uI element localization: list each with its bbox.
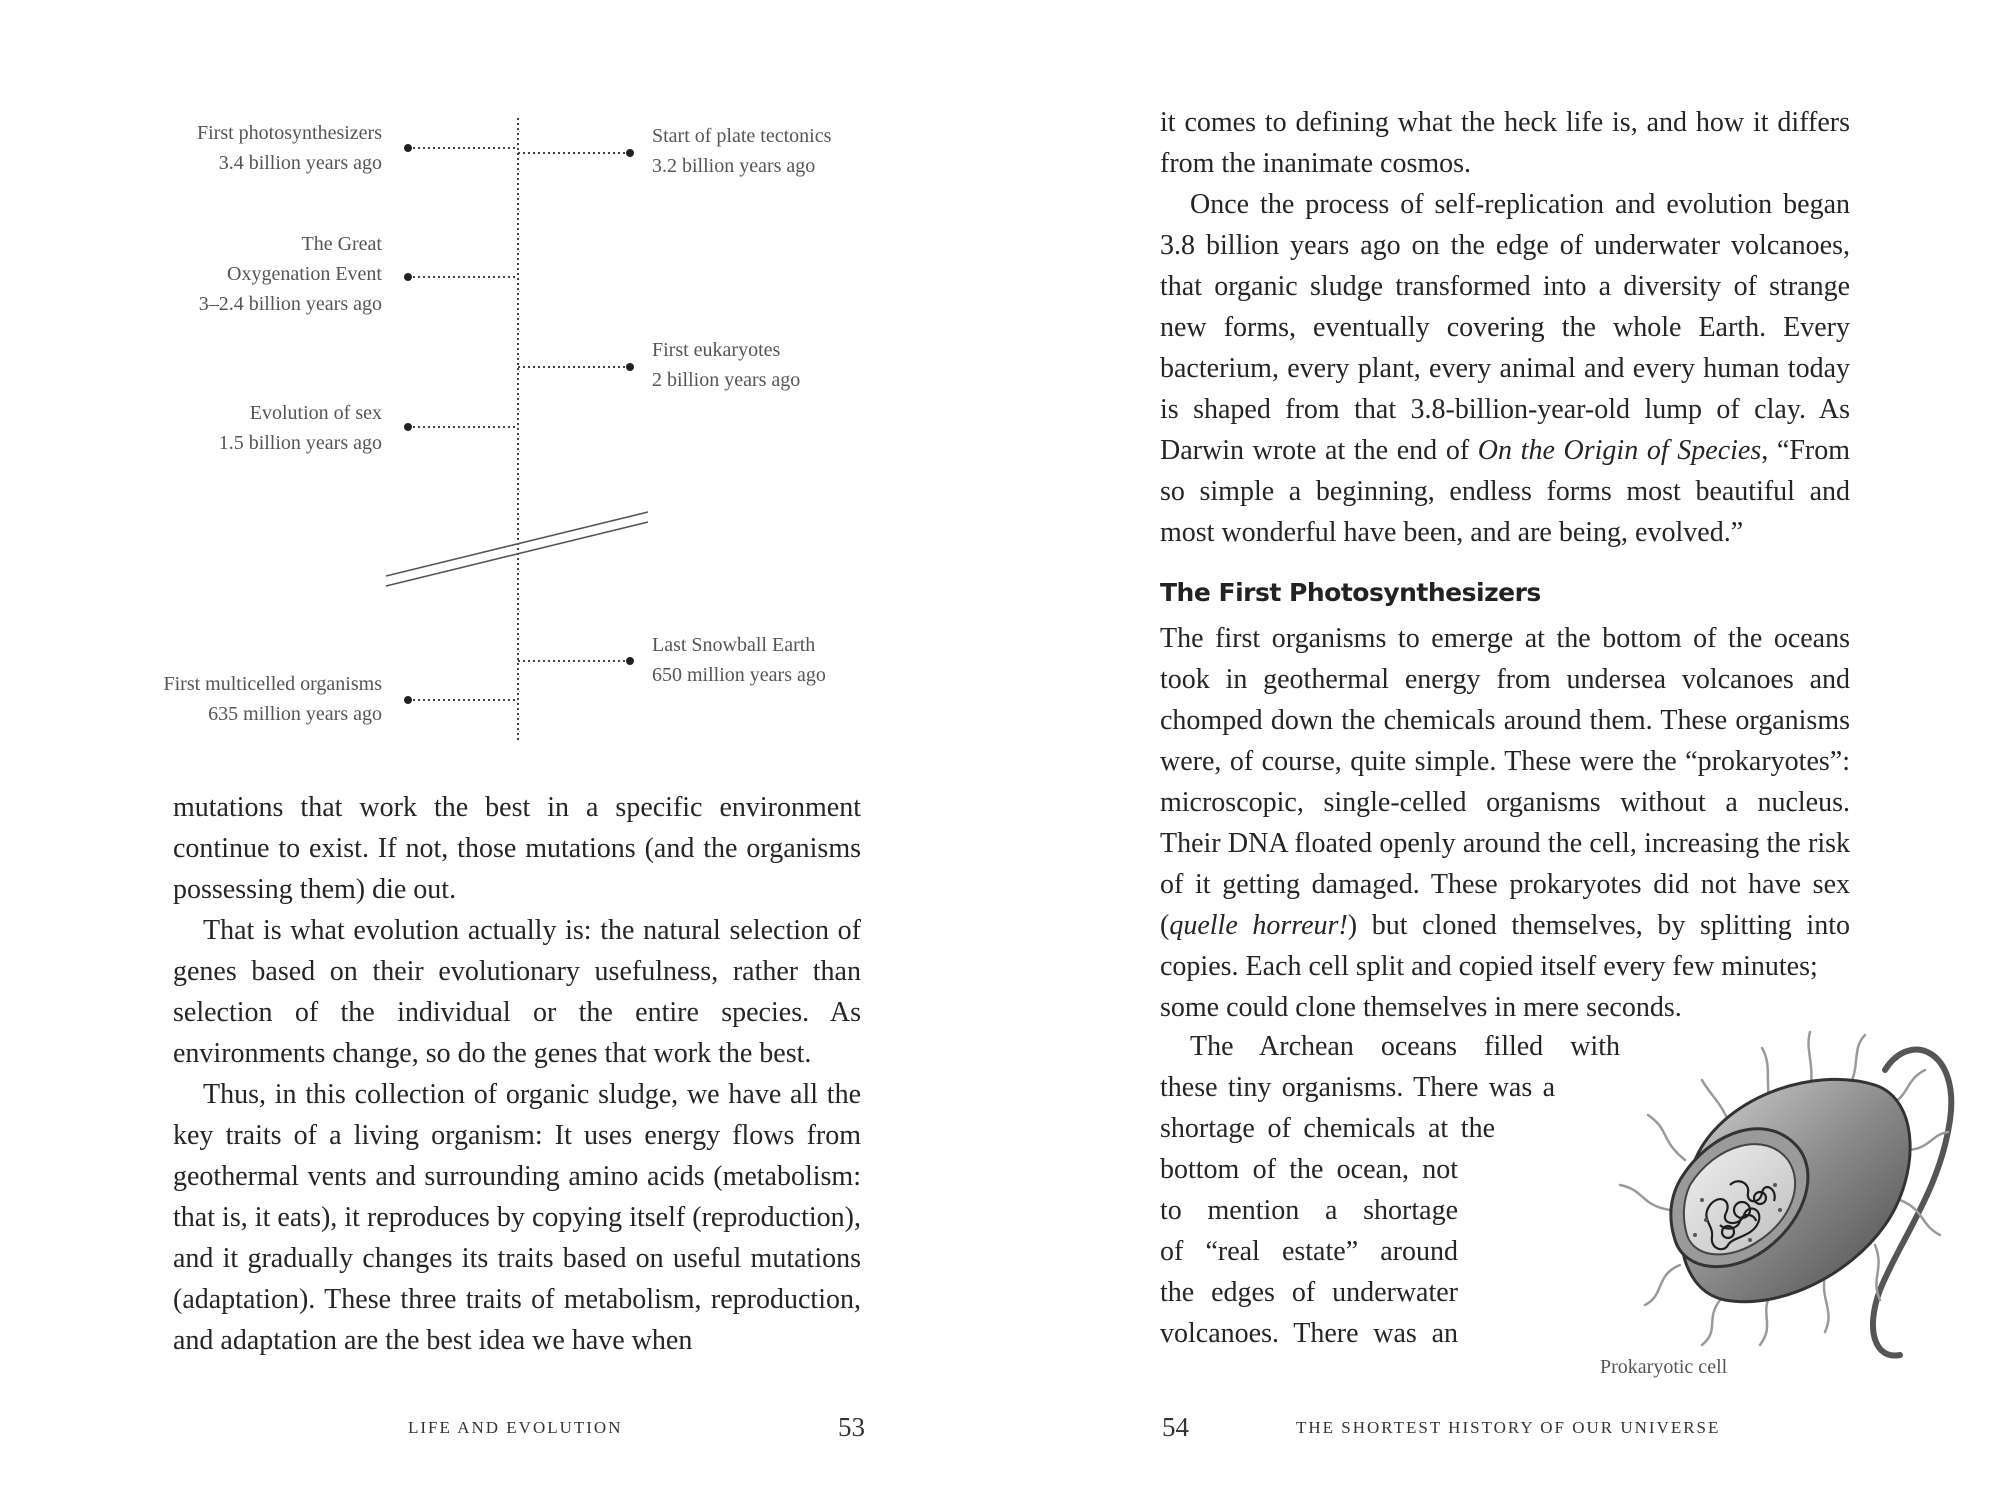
running-footer: THE SHORTEST HISTORY OF OUR UNIVERSE bbox=[1296, 1418, 1721, 1437]
paragraph bbox=[1160, 618, 1850, 987]
event-last-snowball-earth bbox=[652, 630, 826, 690]
wrap-line: shortage of chemicals at the bbox=[1160, 1113, 1495, 1144]
event-first-multicelled bbox=[163, 669, 382, 729]
dot-eukaryotes bbox=[626, 363, 634, 371]
page-number: 53 bbox=[838, 1412, 865, 1442]
paragraph bbox=[1160, 184, 1850, 553]
event-name: First eukaryotes bbox=[652, 339, 781, 361]
break-line-1 bbox=[386, 512, 648, 576]
event-time: 635 million years ago bbox=[208, 703, 382, 725]
event-name: Evolution of sex bbox=[249, 402, 382, 424]
event-plate-tectonics bbox=[652, 121, 831, 181]
paragraph: mutations that work the best in a specific environment continue to exist. If not, those mutations (and the organisms possessing them) die out. bbox=[173, 792, 861, 905]
page-number: 54 bbox=[1162, 1412, 1189, 1442]
left-body-text bbox=[173, 787, 861, 1361]
wrap-line: The Archean oceans filled with bbox=[1190, 1031, 1620, 1062]
event-name: Start of plate tectonics bbox=[652, 125, 832, 147]
running-footer: LIFE AND EVOLUTION bbox=[408, 1418, 623, 1437]
event-name: First photosynthesizers bbox=[197, 122, 382, 144]
paragraph: Thus, in this collection of organic sludge, we have all the key traits of a living organism: It uses energy flows from geothermal vents and surrounding amino acids (metabolism: that is, it eats), it reproduces by copying itself (reproduction), and it gradually changes its traits based on useful mutations (adaptation). These three traits of metabolism, reproduction, and adaptation are the best idea we have when bbox=[173, 1079, 861, 1356]
event-time: 3.4 billion years ago bbox=[218, 152, 382, 174]
dot-sex bbox=[404, 423, 412, 431]
event-first-eukaryotes bbox=[652, 335, 800, 395]
break-line-2 bbox=[386, 522, 648, 586]
timeline-diagram bbox=[0, 0, 1000, 760]
wrap-line: bottom of the ocean, not bbox=[1160, 1154, 1458, 1185]
wrap-line: the edges of underwater bbox=[1160, 1277, 1458, 1308]
event-evolution-of-sex bbox=[219, 398, 382, 458]
paragraph-text: The first organisms to emerge at the bottom of the oceans took in geothermal energy from undersea volcanoes and chomped down the chemicals around them. These organisms were, of course, quite simple. These were the “prokaryotes”: microscopic, single-celled organisms without a nucleus. Their DNA floated openly around the cell, increasing the risk of it getting damaged. These prokaryotes did not have sex ( bbox=[1160, 623, 1850, 941]
paragraph-line: some could clone themselves in mere seconds. bbox=[1160, 992, 1682, 1023]
right-body-text-middle bbox=[1160, 618, 1850, 1028]
paragraph: it comes to defining what the heck life is, and how it differs from the inanimate cosmos. bbox=[1160, 107, 1850, 179]
event-time: 3.2 billion years ago bbox=[652, 155, 816, 177]
event-great-oxygenation bbox=[199, 229, 382, 319]
event-name: First multicelled organisms bbox=[163, 673, 382, 695]
wrap-line: volcanoes. There was an bbox=[1160, 1318, 1458, 1349]
right-page bbox=[1000, 0, 2000, 1512]
right-body-text-top bbox=[1160, 102, 1850, 553]
event-time: 650 million years ago bbox=[652, 664, 826, 686]
wrap-line: of “real estate” around bbox=[1160, 1236, 1458, 1267]
prokaryotic-cell-illustration bbox=[1480, 1010, 1960, 1370]
timeline-lines bbox=[0, 0, 1000, 760]
event-time: 3–2.4 billion years ago bbox=[198, 293, 382, 315]
wrap-line: to mention a shortage bbox=[1160, 1195, 1458, 1226]
dot-oxygenation bbox=[404, 273, 412, 281]
event-name-line: The Great bbox=[301, 233, 382, 255]
event-time: 1.5 billion years ago bbox=[218, 432, 382, 454]
event-time: 2 billion years ago bbox=[652, 369, 801, 391]
dot-plate-tectonics bbox=[626, 149, 634, 157]
section-heading: The First Photosynthesizers bbox=[1160, 578, 1541, 607]
dot-snowball bbox=[626, 657, 634, 665]
paragraph-text: Once the process of self-replication and evolution began 3.8 billion years ago on the edge of underwater volcanoes, that organic sludge transformed into a diversity of strange new forms, eventually covering the whole Earth. Every bacterium, every plant, every animal and every human today is shaped from that 3.8-billion-year-old lump of clay. As Darwin wrote at the end of bbox=[1160, 189, 1850, 466]
italic-phrase: quelle horreur! bbox=[1169, 910, 1348, 941]
book-title: On the Origin of Species bbox=[1477, 435, 1762, 466]
paragraph-text: ) but cloned themselves, by splitting into copies. Each cell split and copied itself every few minutes; bbox=[1160, 910, 1850, 982]
figure-caption: Prokaryotic cell bbox=[1600, 1356, 1728, 1378]
event-first-photosynthesizers bbox=[197, 118, 382, 178]
event-name: Last Snowball Earth bbox=[652, 634, 816, 656]
dot-multicelled bbox=[404, 696, 412, 704]
dot-photosynthesizers bbox=[404, 144, 412, 152]
event-name-line: Oxygenation Event bbox=[227, 263, 382, 285]
paragraph: That is what evolution actually is: the natural selection of genes based on their evolutionary usefulness, rather than selection of the individual or the entire species. As environments change, so do the genes that work the best. bbox=[173, 915, 861, 1069]
wrap-line: these tiny organisms. There was a bbox=[1160, 1072, 1555, 1103]
paragraph-text: , “From so simple a beginning, endless forms most beautiful and most wonderful have been, and are being, evolved.” bbox=[1160, 435, 1851, 548]
